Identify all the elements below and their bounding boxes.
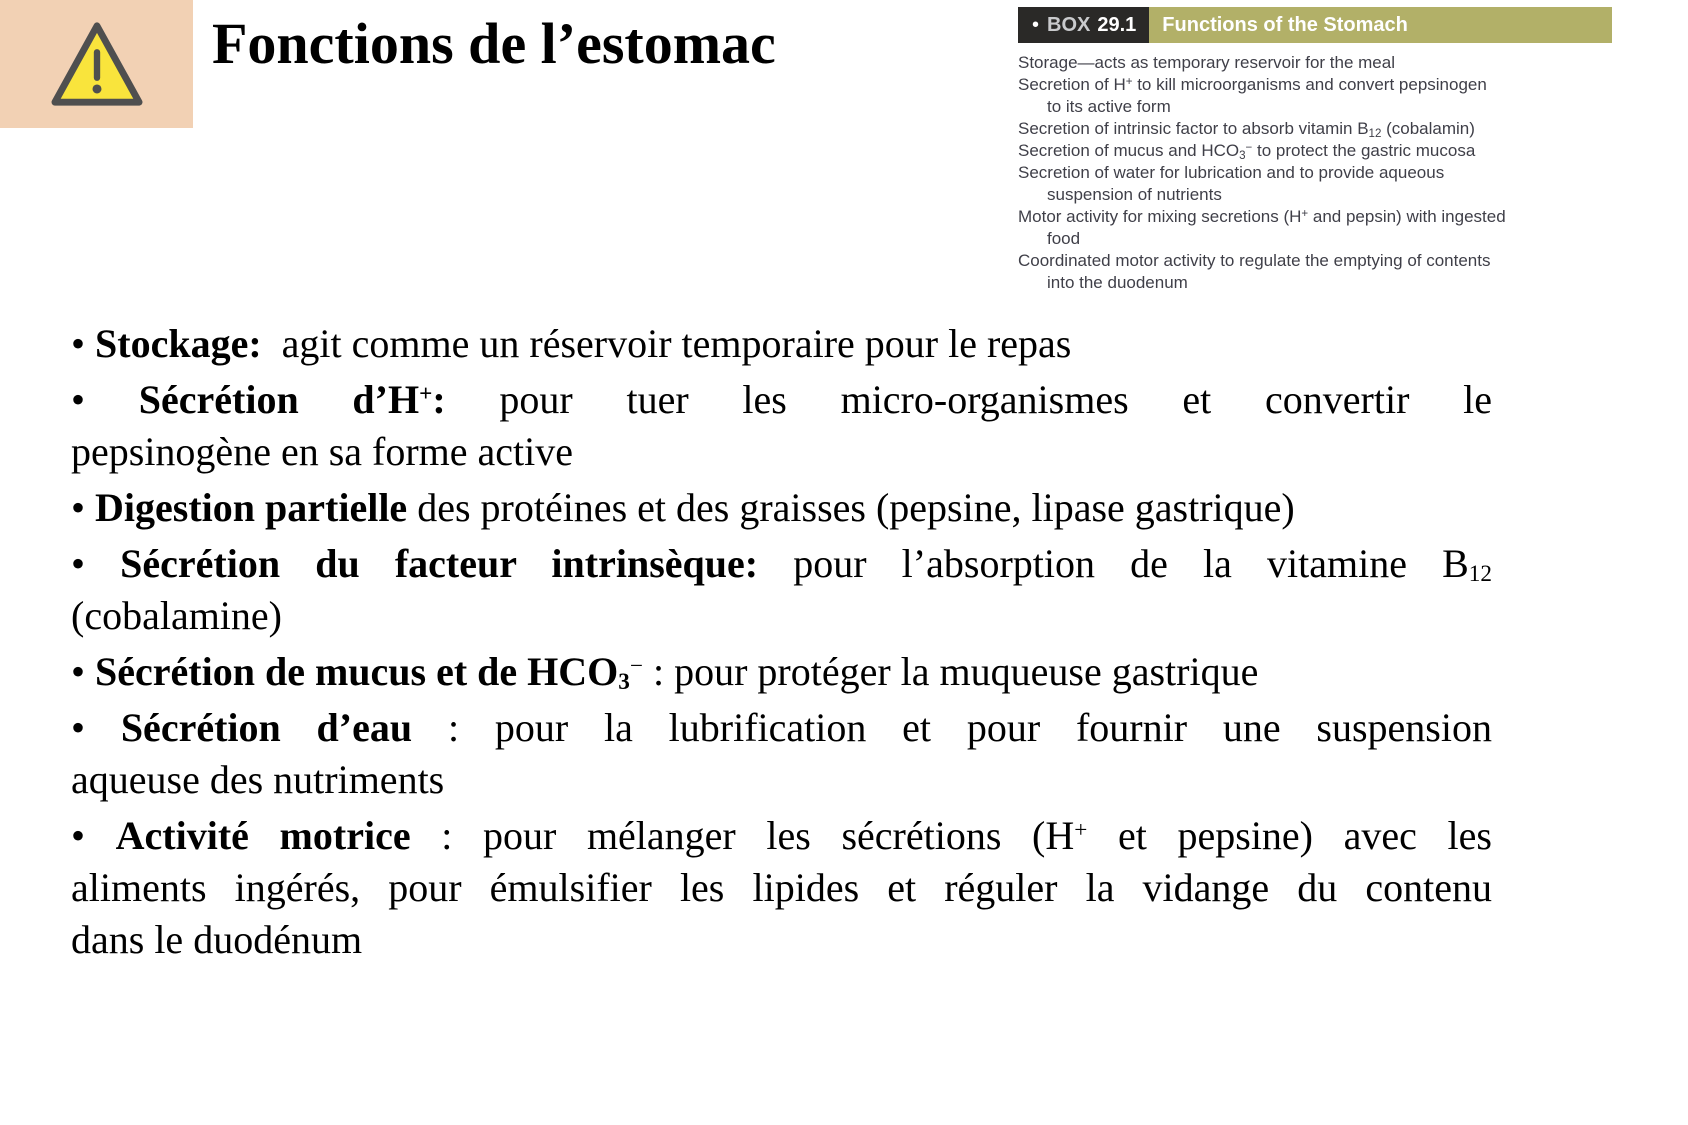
bullet-paragraph — [71, 646, 1492, 698]
warning-tile — [0, 0, 193, 128]
box-title: Functions of the Stomach — [1149, 7, 1612, 43]
bullet-paragraph — [71, 318, 1492, 370]
box-label-number: 29.1 — [1097, 13, 1137, 36]
bullet-paragraph — [71, 374, 1492, 478]
bullet-line: • Sécrétion du facteur intrinsèque: pour l’absorption de la vitamine $B_{12}$ — [71, 541, 1492, 588]
bullet-paragraph — [71, 538, 1492, 642]
bullet-line: pepsinogène en sa forme active — [71, 429, 574, 474]
bullet-paragraph — [71, 482, 1492, 534]
page-title: Fonctions de l’estomac — [212, 11, 776, 76]
textbook-box-header — [1018, 7, 1612, 43]
box-line: Coordinated motor activity to regulate the emptying of contents — [1018, 251, 1491, 270]
box-label-bullet-icon: • — [1032, 14, 1040, 36]
box-line: Secretion of intrinsic factor to absorb vitamin $B_{12}$ (cobalamin) — [1018, 119, 1475, 140]
box-label — [1018, 7, 1149, 43]
box-line: Motor activity for mixing secretions (H+ and pepsin) with ingested — [1018, 207, 1506, 226]
bullet-line: aqueuse des nutriments — [71, 757, 445, 802]
bullet-paragraph — [71, 702, 1492, 806]
bullet-line: • Activité motrice : pour mélanger les sécrétions (H+ et pepsine) avec les — [71, 813, 1492, 858]
box-line: Secretion of water for lubrication and to provide aqueous — [1018, 163, 1445, 182]
bullet-line: • Sécrétion de mucus et de $HCO_3^-$ : pour protéger la muqueuse gastrique — [71, 649, 1259, 696]
bullet-line: • Digestion partielle des protéines et des graisses (pepsine, lipase gastrique) — [71, 485, 1295, 530]
bullet-list — [71, 318, 1492, 970]
bullet-line: dans le duodénum — [71, 917, 363, 962]
warning-icon — [48, 19, 146, 109]
box-line: food — [1047, 229, 1081, 248]
bullet-line: aliments ingérés, pour émulsifier les lipides et réguler la vidange du contenu — [71, 865, 1492, 910]
bullet-paragraph — [71, 810, 1492, 966]
box-line: into the duodenum — [1047, 273, 1188, 292]
box-line: to its active form — [1047, 97, 1171, 116]
textbook-box — [1018, 7, 1688, 294]
box-line: Secretion of H+ to kill microorganisms and convert pepsinogen — [1018, 75, 1487, 94]
box-line: Storage—acts as temporary reservoir for the meal — [1018, 53, 1395, 72]
box-line: suspension of nutrients — [1047, 185, 1222, 204]
bullet-line: • Sécrétion d’H+: pour tuer les micro-organismes et convertir le — [71, 377, 1492, 422]
box-label-text: BOX — [1047, 13, 1091, 36]
box-line: Secretion of mucus and $HCO_3^-$ to protect the gastric mucosa — [1018, 141, 1476, 162]
bullet-line: (cobalamine) — [71, 593, 282, 638]
bullet-line: • Stockage: agit comme un réservoir temporaire pour le repas — [71, 321, 1072, 366]
box-body — [1018, 52, 1688, 294]
bullet-line: • Sécrétion d’eau : pour la lubrification et pour fournir une suspension — [71, 705, 1492, 750]
